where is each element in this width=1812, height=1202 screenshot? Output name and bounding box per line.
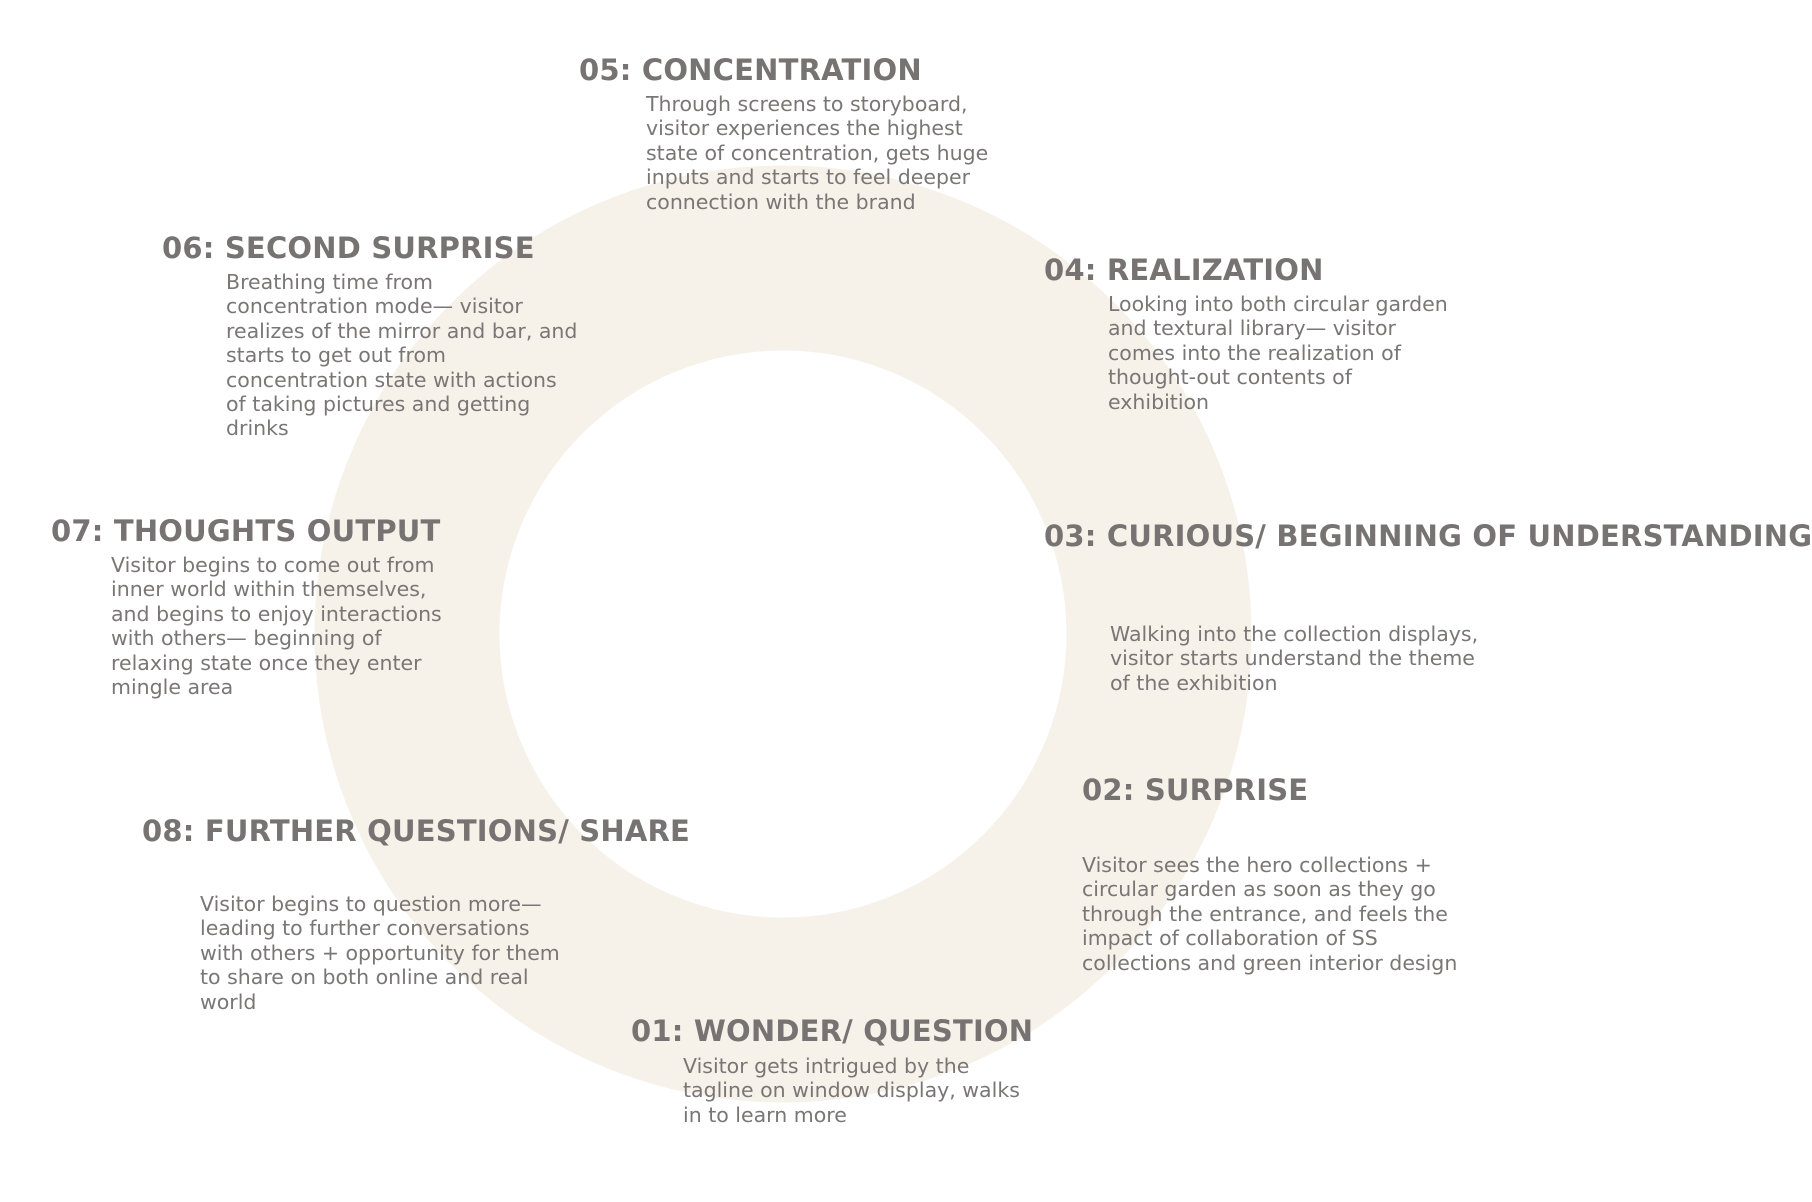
stage-description: Visitor begins to question more— leading to further conversations with others + opportunity for them to share on both online and real world: [200, 892, 560, 1014]
stage-description: Looking into both circular garden and textural library— visitor comes into the realization of thought-out contents of exhibition: [1108, 292, 1448, 414]
stage-title: 02: SURPRISE: [1082, 773, 1309, 807]
stage-description: Walking into the collection displays, visitor starts understand the theme of the exhibition: [1110, 622, 1479, 695]
stage-description: Through screens to storyboard, visitor experiences the highest state of concentration, gets huge inputs and starts to feel deeper connection with the brand: [646, 92, 989, 214]
stage-title: 04: REALIZATION: [1044, 253, 1324, 287]
stage-title: 05: CONCENTRATION: [579, 53, 922, 87]
stage-description: Visitor sees the hero collections + circular garden as soon as they go through the entrance, and feels the impact of collaboration of SS collections and green interior design: [1082, 853, 1458, 975]
stage-description: Visitor begins to come out from inner world within themselves, and begins to enjoy interactions with others— beginning of relaxing state once they enter mingle area: [111, 553, 442, 700]
stage-title: 01: WONDER/ QUESTION: [631, 1014, 1034, 1048]
stage-title: 07: THOUGHTS OUTPUT: [51, 514, 441, 548]
stage-description: Breathing time from concentration mode— visitor realizes of the mirror and bar, and starts to get out from concentration state with actions of taking pictures and getting drinks: [226, 270, 578, 441]
stage-title: 03: CURIOUS/ BEGINNING OF UNDERSTANDING: [1044, 519, 1812, 553]
stage-title: 06: SECOND SURPRISE: [162, 231, 535, 265]
stage-description: Visitor gets intrigued by the tagline on window display, walks in to learn more: [683, 1054, 1020, 1127]
stage-title: 08: FURTHER QUESTIONS/ SHARE: [142, 814, 691, 848]
